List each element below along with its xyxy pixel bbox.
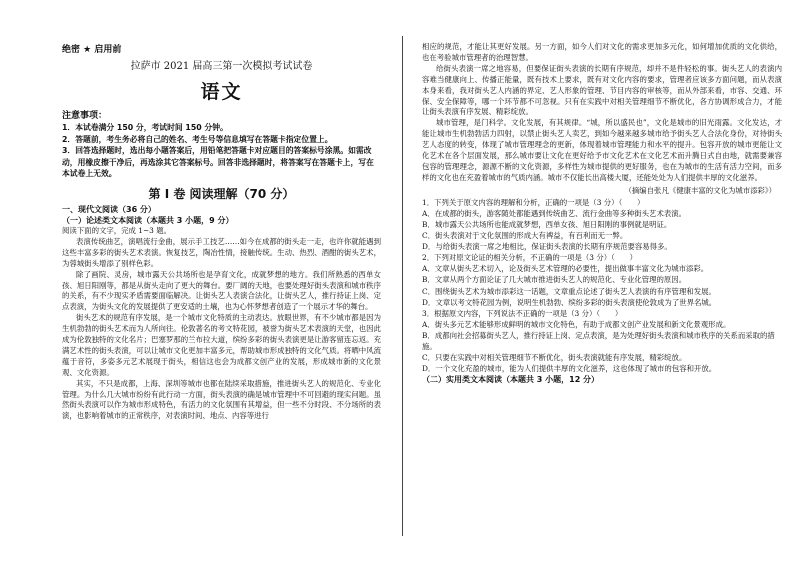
question-2-option-d: D．文章以考文特花园为例，说明生机勃勃、缤纷多彩的街头表演使伦敦成为了世界名城。 bbox=[422, 297, 717, 307]
subsection-heading: （二）实用类文本阅读（本题共 3 小题，12 分） bbox=[422, 375, 600, 385]
part-title: 第 I 卷 阅读理解（70 分） bbox=[148, 186, 295, 201]
notes-heading: 注意事项： bbox=[62, 111, 108, 121]
passage-paragraph: 相应的规范，才能让其更好发展。另一方面，如今人们对文化的需求更加多元化，如何增加优质的文化供给，也在考验城市管理者的治理智慧。 bbox=[422, 42, 782, 62]
question-3-option-d: D．一个文化充盈的城市，能为人们提供丰厚的文化滋养，这也体现了城市的包容和开放。 bbox=[422, 364, 717, 374]
passage-paragraph: 其实，不只是成都，上海、深圳等城市也都在陆续采取措施，推进街头艺人的规范化、专业化管理。为什么几大城市纷纷有此行动一方面，街头表演的确是城市管理中不可回避的现实问题。虽然街头表演可以作为城市形成特色，有活力的文化氛围有其增益，但一些不分时段、不分场所的表演，也影响着城市的正常秩序，对表演时间、地点、内容等进行 bbox=[62, 378, 381, 421]
question-2-option-c: C．围绕街头艺术为城市添彩这一话题，文章重点论述了街头艺人表演的有序管理和发展。 bbox=[422, 286, 716, 296]
question-1-option-a: A．在成都的街头，游客随处都能遇到传统曲艺、流行金曲等多种街头艺术表演。 bbox=[422, 208, 687, 218]
secret-label: 绝密 ★ 启用前 bbox=[62, 45, 122, 55]
question-1-option-b: B．城市露天公共场所也能成就梦想，西单女孩、旭日阳刚的事例就是明证。 bbox=[422, 219, 672, 229]
section-heading: 一、现代文阅读（36 分） bbox=[62, 204, 156, 214]
right-column bbox=[408, 0, 794, 561]
left-column bbox=[0, 0, 395, 561]
passage-paragraph: 城市管理，是门科学。文化发展，有其规律。“城，所以盛民也”，文化是城市的旧光雨露。文化发达，才能让城市生机勃勃活力四射，以禁止街头艺人卖艺，到如今越来越多城市给予街头艺人合法化身份，对待街头艺人态度的转变，体现了城市管理理念的更新，体现着城市管理能力和水平的提升。包容开放的城市更能让文化艺术在各个层面发展，那么城市要让文化在更好给予市文化艺术在文化艺术而升腾日式自由地，就需要兼容包容的管理理念，源源不断的文化资源，多样性为城市提供的更好服务，也在为城市的生活有活力空间，而多样的文化也在充盈着城市的气质内涵。城市不仅能长出高楼大厦，还能处处为人们提供丰厚的文化滋养。 bbox=[422, 118, 782, 182]
subject-title: 语文 bbox=[200, 81, 243, 103]
question-2-option-a: A．文章从街头艺术切入，论及街头艺术管理的必要性，提出做事丰富文化为城市添彩。 bbox=[422, 264, 709, 274]
question-3-option-a: A．街头多元艺术能够形成鲜明的城市文化特色，有助于成都文创产业发展和新文化景观形成。 bbox=[422, 319, 731, 329]
instruction: 阅读下面的文字，完成 1~3 题。 bbox=[62, 225, 171, 235]
passage-paragraph: 除了画院、灵房，城市露天公共场所也是孕育文化，成就梦想的地方。我们所熟悉的西单女孩、旭日阳刚等，都是从街头走向了更大的舞台。要厂阔的天地，也要处理好街头表演和城市秩序的关系，有不少现实矛盾需要面临解决。让街头艺人表演合法化，让街头艺人，推行持证上岗、定点表演，为街头文化的发展提供了更安适的土壤，也为心怀梦想者创造了一个展示才华的舞台。 bbox=[62, 269, 381, 312]
question-3-option-c: C．只要在实践中对相关管理细节不断优化，街头表演就能有序发展，精彩绽放。 bbox=[422, 353, 687, 363]
question-3-option-b: B．成都向社会招募街头艺人，推行持证上岗、定点表演，是为处理好街头表演和城市秩序的关系而采取的措施。 bbox=[422, 330, 775, 351]
subsection-heading: （一）论述类文本阅读（本题共 3 小题，9 分） bbox=[62, 215, 234, 225]
question-1: 1．下列关于原文内容的理解和分析，正确的一项是（3 分）（ ） bbox=[422, 197, 645, 207]
note-item: 3．回答选择题时，选出每小题答案后，用铅笔把答题卡对应题目的答案标号涂黑。如需改动，用橡皮擦干净后，再选涂其它答案标号。回答非选择题时，将答案写在答题卡上，写在本试卷上无效。 bbox=[62, 146, 374, 179]
column-divider bbox=[402, 36, 403, 536]
question-2: 2．下列对原文论证的相关分析，不正确的一项是（3 分）（ ） bbox=[422, 253, 637, 263]
question-1-option-d: D．与给街头表演一席之地相比，保证街头表演的长期有序规范要容易得多。 bbox=[422, 242, 672, 252]
question-1-option-c: C．街头表演对于文化氛围的形成大有裨益，有百利而无一弊。 bbox=[422, 231, 628, 241]
question-3: 3．根据原文内容，下列说法不正确的一项是（3 分）（ ） bbox=[422, 308, 623, 318]
note-item: 2．答题前，考生务必将自己的姓名、考生号等信息填写在答题卡指定位置上。 bbox=[62, 134, 333, 144]
passage-source: （摘编自张凡《健康丰富的文化为城市添彩》） bbox=[624, 185, 776, 195]
passage-paragraph: 表演传统曲艺，演唱流行金曲，展示手工技艺……如今在成都的街头走一走，也许你就能遇到这些丰富多彩的街头艺术表演。恢复技艺，陶冶性情，接触传统。生动、热烈、酒酣的街头艺术，为蓉城街头增添了别样色彩。 bbox=[62, 236, 381, 268]
note-item: 1．本试卷满分 150 分，考试时间 150 分钟。 bbox=[62, 123, 228, 132]
passage-paragraph: 街头艺术的规范有序发展，是一个城市文化特质的主动表达。放眼世界，有不少城市都是因为生机勃勃的街头艺术而为人所向往。伦敦著名的考文特花园，被誉为街头艺术表演的天堂，也因此成为伦敦独特的文化名片；巴塞罗那的兰布拉大道，缤纷多彩的街头表演更是让游客留连忘返。充满艺术性的街头表演，可以让城市文化更加丰富多元，帮助城市形成独特的文化气质。将晒中风流蕴于音符，多姿多元艺术展现于街头，相信这也会为成都文创产业的发展，形成城市新的文化景观、文化资源。 bbox=[62, 313, 381, 377]
exam-title: 拉萨市 2021 届高三第一次模拟考试试卷 bbox=[130, 61, 313, 72]
passage-paragraph: 给街头表演一席之地容易，但要保证街头表演的长期有序规范，却并不是件轻松的事。街头艺人的表演内容难当健康向上、传播正能量，既有技术上要求，既有对文化内容的要求，管理者应该多方面问题，而从表演本身来看，我对街头艺人内涵的界定、艺人形象的管理、节目内容的审核等，而从外部来看，市容、交通、环保、安全保障等，哪一个环节都不可忽视。只有在实践中对相关管理细节不断优化，各方协调形成合力，才能让街头表演有序发展、精彩绽放。 bbox=[422, 63, 782, 117]
question-2-option-b: B．文章从两个方面论证了几大城市推进街头艺人的规范化、专业化管理的原因。 bbox=[422, 275, 687, 285]
